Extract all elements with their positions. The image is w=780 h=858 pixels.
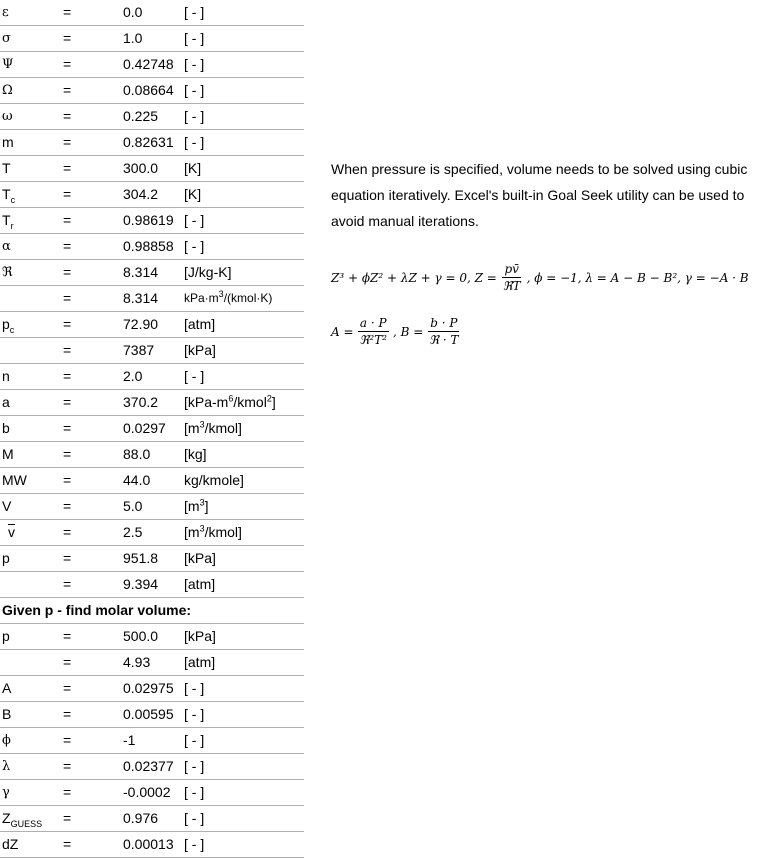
section-heading-text: Given p - find molar volume:	[2, 602, 192, 618]
value-cell: 0.98619	[123, 212, 174, 228]
unit-cell	[184, 368, 204, 385]
table-row	[0, 130, 304, 156]
a-fraction-denominator: ℜ²T²	[359, 333, 387, 347]
eq2-b-label: , B =	[392, 324, 424, 339]
unit-text: [kg]	[184, 446, 207, 462]
symbol-cell	[2, 108, 13, 125]
unit-cell	[184, 732, 204, 749]
symbol-text: ε	[2, 5, 9, 20]
value-cell: 2.5	[123, 524, 143, 540]
symbol-cell	[2, 732, 11, 749]
symbol-cell	[2, 160, 11, 177]
unit-cell	[184, 82, 204, 99]
table-row	[0, 676, 304, 702]
equals-cell: =	[63, 628, 72, 644]
table-row	[0, 832, 304, 858]
symbol-cell	[2, 680, 11, 697]
symbol-subscript: r	[10, 220, 14, 231]
unit-text: [kPa-m	[184, 394, 229, 410]
unit-text: [ - ]	[184, 82, 205, 98]
explanation-note: When pressure is specified, volume needs to be solved using cubic equation iteratively. Excel's built-in Goal Seek utility can be used to avoid manual iterations.	[331, 161, 748, 229]
value-cell: 951.8	[123, 550, 159, 566]
z-fraction-numerator: pv̄	[504, 262, 519, 276]
value-cell: 7387	[123, 342, 155, 358]
unit-text: [ - ]	[184, 706, 205, 722]
symbol-cell	[2, 472, 27, 489]
equals-cell: =	[63, 784, 72, 800]
symbol-cell	[2, 446, 14, 463]
value-cell: 370.2	[123, 394, 159, 410]
equals-cell: =	[63, 394, 72, 410]
unit-text: [ - ]	[184, 784, 205, 800]
equals-cell: =	[63, 420, 72, 436]
symbol-cell	[2, 784, 10, 801]
section-heading	[0, 598, 304, 624]
equals-cell: =	[63, 654, 72, 670]
unit-cell	[184, 134, 204, 151]
value-cell: 8.314	[123, 290, 159, 306]
symbol-cell	[2, 368, 10, 385]
table-row	[0, 442, 304, 468]
unit-cell	[184, 654, 215, 671]
symbol-text: A	[2, 680, 12, 696]
equals-cell: =	[63, 836, 72, 852]
value-cell: 0.02975	[123, 680, 174, 696]
unit-cell	[184, 524, 242, 541]
table-row	[0, 728, 304, 754]
symbol-cell	[2, 82, 13, 99]
symbol-text: B	[2, 706, 12, 722]
table-row	[0, 26, 304, 52]
table-row	[0, 780, 304, 806]
symbol-text: a	[2, 394, 10, 410]
value-cell: 0.0	[123, 4, 143, 20]
equals-cell: =	[63, 160, 72, 176]
unit-cell	[184, 212, 204, 229]
table-row	[0, 650, 304, 676]
equals-cell: =	[63, 810, 72, 826]
symbol-text: ℜ	[2, 265, 13, 280]
unit-cell	[184, 316, 215, 333]
value-cell: 0.00595	[123, 706, 174, 722]
equals-cell: =	[63, 576, 72, 592]
unit-text: [ - ]	[184, 56, 205, 72]
unit-cell	[184, 108, 204, 125]
unit-text: [kPa]	[184, 628, 216, 644]
symbol-subscript: c	[10, 194, 16, 205]
table-row	[0, 416, 304, 442]
unit-cell	[184, 810, 204, 827]
unit-text: ]	[271, 394, 276, 410]
unit-superscript: 3	[199, 497, 205, 508]
value-cell: 300.0	[123, 160, 159, 176]
unit-cell	[184, 238, 204, 255]
equals-cell: =	[63, 446, 72, 462]
b-fraction-denominator: ℜ · T	[429, 333, 459, 347]
equals-cell: =	[63, 524, 72, 540]
unit-cell	[184, 576, 215, 593]
symbol-text: p	[2, 550, 10, 566]
symbol-cell	[2, 758, 10, 775]
symbol-text: γ	[2, 785, 10, 800]
unit-text: [atm]	[184, 654, 216, 670]
value-cell: 8.314	[123, 264, 159, 280]
unit-cell	[184, 290, 272, 307]
equals-cell: =	[63, 82, 72, 98]
table-row	[0, 754, 304, 780]
symbol-text: Ψ	[2, 57, 14, 72]
symbol-cell	[2, 420, 10, 437]
unit-text: /kmol]	[204, 420, 242, 436]
unit-superscript: 3	[218, 289, 224, 299]
symbol-text: ϕ	[2, 733, 11, 748]
unit-cell	[184, 680, 204, 697]
table-row	[0, 78, 304, 104]
table-row	[0, 468, 304, 494]
symbol-text: Ω	[2, 83, 13, 98]
symbol-text: ω	[2, 109, 13, 124]
table-row	[0, 364, 304, 390]
symbol-cell	[2, 316, 14, 333]
value-cell: 0.225	[123, 108, 159, 124]
eq2-a-label: A =	[331, 324, 354, 339]
symbol-subscript: c	[9, 324, 15, 335]
symbol-text: T	[2, 160, 11, 176]
symbol-cell	[2, 394, 10, 411]
unit-text: [ - ]	[184, 758, 205, 774]
unit-cell	[184, 56, 204, 73]
symbol-cell	[2, 836, 18, 853]
unit-cell	[184, 264, 231, 281]
symbol-cell	[2, 810, 42, 827]
unit-text: [ - ]	[184, 368, 205, 384]
unit-text: kPa·m	[184, 291, 219, 305]
unit-cell	[184, 758, 204, 775]
unit-cell	[184, 4, 204, 21]
symbol-text: n	[2, 368, 10, 384]
unit-text: [ - ]	[184, 732, 205, 748]
symbol-cell	[2, 524, 15, 541]
unit-text: [K]	[184, 160, 202, 176]
cubic-equation	[330, 262, 750, 293]
value-cell: 0.98858	[123, 238, 174, 254]
value-cell: 5.0	[123, 498, 143, 514]
table-row	[0, 702, 304, 728]
equals-cell: =	[63, 264, 72, 280]
unit-text: [ - ]	[184, 680, 205, 696]
b-fraction	[427, 316, 460, 347]
table-row	[0, 0, 304, 26]
value-cell: 4.93	[123, 654, 151, 670]
unit-text: [m	[184, 420, 200, 436]
unit-superscript: 2	[266, 393, 272, 404]
unit-text: /kmol	[233, 394, 267, 410]
symbol-text: σ	[2, 31, 11, 46]
equals-cell: =	[63, 498, 72, 514]
symbol-text: λ	[2, 759, 11, 774]
equals-cell: =	[63, 680, 72, 696]
unit-cell	[184, 342, 216, 359]
value-cell: 0.02377	[123, 758, 174, 774]
unit-text: [ - ]	[184, 836, 205, 852]
unit-superscript: 6	[228, 393, 234, 404]
unit-superscript: 3	[199, 523, 205, 534]
value-cell: 44.0	[123, 472, 151, 488]
unit-cell	[184, 30, 204, 47]
symbol-text: T	[2, 186, 11, 202]
unit-cell	[184, 498, 208, 515]
symbol-text: dZ	[2, 836, 19, 852]
unit-text: [K]	[184, 186, 202, 202]
equals-cell: =	[63, 472, 72, 488]
table-row	[0, 52, 304, 78]
symbol-subscript: GUESS	[10, 818, 43, 829]
value-cell: 0.08664	[123, 82, 174, 98]
symbol-cell	[2, 498, 11, 515]
unit-text: [ - ]	[184, 238, 205, 254]
table-row	[0, 624, 304, 650]
symbol-text: T	[2, 212, 11, 228]
symbol-text: m	[2, 134, 14, 150]
symbol-text: v	[8, 524, 15, 540]
table-row	[0, 338, 304, 364]
table-row	[0, 260, 304, 286]
symbol-cell	[2, 134, 14, 151]
eq1-tail: , ϕ = −1, λ = A − B − B², γ = −A · B	[526, 270, 749, 285]
value-cell: 2.0	[123, 368, 143, 384]
table-row	[0, 104, 304, 130]
equals-cell: =	[63, 30, 72, 46]
equals-cell: =	[63, 316, 72, 332]
unit-text: [atm]	[184, 316, 216, 332]
table-row	[0, 806, 304, 832]
equals-cell: =	[63, 4, 72, 20]
symbol-text: MW	[2, 472, 27, 488]
symbol-cell	[2, 30, 11, 47]
unit-text: [atm]	[184, 576, 216, 592]
symbol-text: M	[2, 446, 14, 462]
symbol-cell	[2, 212, 14, 229]
symbol-text: Z	[2, 810, 11, 826]
value-cell: -1	[123, 732, 136, 748]
symbol-cell	[2, 706, 11, 723]
symbol-text: b	[2, 420, 10, 436]
table-row	[0, 390, 304, 416]
symbol-cell	[2, 264, 13, 281]
a-fraction-numerator: a · P	[359, 316, 387, 330]
table-row	[0, 208, 304, 234]
property-table	[0, 0, 304, 858]
unit-text: [kPa]	[184, 342, 216, 358]
symbol-text: α	[2, 239, 11, 254]
value-cell: 0.82631	[123, 134, 174, 150]
value-cell: -0.0002	[123, 784, 171, 800]
value-cell: 72.90	[123, 316, 159, 332]
table-row	[0, 572, 304, 598]
table-row	[0, 312, 304, 338]
table-row	[0, 520, 304, 546]
unit-cell	[184, 420, 242, 437]
unit-text: kg/kmole]	[184, 472, 244, 488]
value-cell: 9.394	[123, 576, 159, 592]
symbol-cell	[2, 56, 13, 73]
table-row	[0, 546, 304, 572]
symbol-cell	[2, 186, 15, 203]
equals-cell: =	[63, 56, 72, 72]
ab-equation	[330, 316, 464, 347]
symbol-cell	[2, 238, 11, 255]
unit-text: [ - ]	[184, 810, 205, 826]
value-cell: 0.00013	[123, 836, 174, 852]
a-fraction	[358, 316, 389, 347]
symbol-cell	[2, 4, 9, 21]
equals-cell: =	[63, 238, 72, 254]
b-fraction-numerator: b · P	[430, 316, 458, 330]
equals-cell: =	[63, 368, 72, 384]
equals-cell: =	[63, 758, 72, 774]
equals-cell: =	[63, 342, 72, 358]
unit-text: /kmol]	[204, 524, 242, 540]
table-row	[0, 286, 304, 312]
unit-text: [ - ]	[184, 212, 205, 228]
table-row	[0, 156, 304, 182]
value-cell: 500.0	[123, 628, 159, 644]
unit-text: [ - ]	[184, 4, 205, 20]
value-cell: 0.0297	[123, 420, 166, 436]
unit-cell	[184, 186, 201, 203]
unit-text: /(kmol·K)	[223, 291, 273, 305]
unit-text: [J/kg-K]	[184, 264, 232, 280]
symbol-text: p	[2, 316, 10, 332]
symbol-cell	[2, 550, 10, 567]
equals-cell: =	[63, 290, 72, 306]
unit-text: [ - ]	[184, 30, 205, 46]
equals-cell: =	[63, 550, 72, 566]
unit-cell	[184, 706, 204, 723]
unit-cell	[184, 550, 216, 567]
unit-cell	[184, 836, 204, 853]
symbol-cell	[2, 628, 10, 645]
unit-superscript: 3	[199, 419, 205, 430]
table-row	[0, 494, 304, 520]
unit-cell	[184, 394, 276, 411]
equals-cell: =	[63, 212, 72, 228]
table-row	[0, 234, 304, 260]
unit-text: [ - ]	[184, 134, 205, 150]
equals-cell: =	[63, 186, 72, 202]
equals-cell: =	[63, 108, 72, 124]
symbol-text: p	[2, 628, 10, 644]
z-fraction-denominator: ℜT	[502, 279, 521, 293]
unit-cell	[184, 628, 216, 645]
symbol-text: V	[2, 498, 12, 514]
unit-cell	[184, 472, 244, 489]
unit-cell	[184, 446, 207, 463]
value-cell: 0.42748	[123, 56, 174, 72]
value-cell: 1.0	[123, 30, 143, 46]
eq1-lead: Z³ + ϕZ² + λZ + γ = 0, Z =	[331, 270, 497, 285]
z-fraction	[501, 262, 523, 293]
value-cell: 304.2	[123, 186, 159, 202]
unit-cell	[184, 784, 204, 801]
unit-text: [ - ]	[184, 108, 205, 124]
equals-cell: =	[63, 134, 72, 150]
equals-cell: =	[63, 706, 72, 722]
table-row	[0, 182, 304, 208]
value-cell: 88.0	[123, 446, 151, 462]
unit-text: [m	[184, 524, 200, 540]
equals-cell: =	[63, 732, 72, 748]
unit-text: [m	[184, 498, 200, 514]
unit-text: [kPa]	[184, 550, 216, 566]
unit-cell	[184, 160, 201, 177]
unit-text: ]	[204, 498, 209, 514]
value-cell: 0.976	[123, 810, 159, 826]
